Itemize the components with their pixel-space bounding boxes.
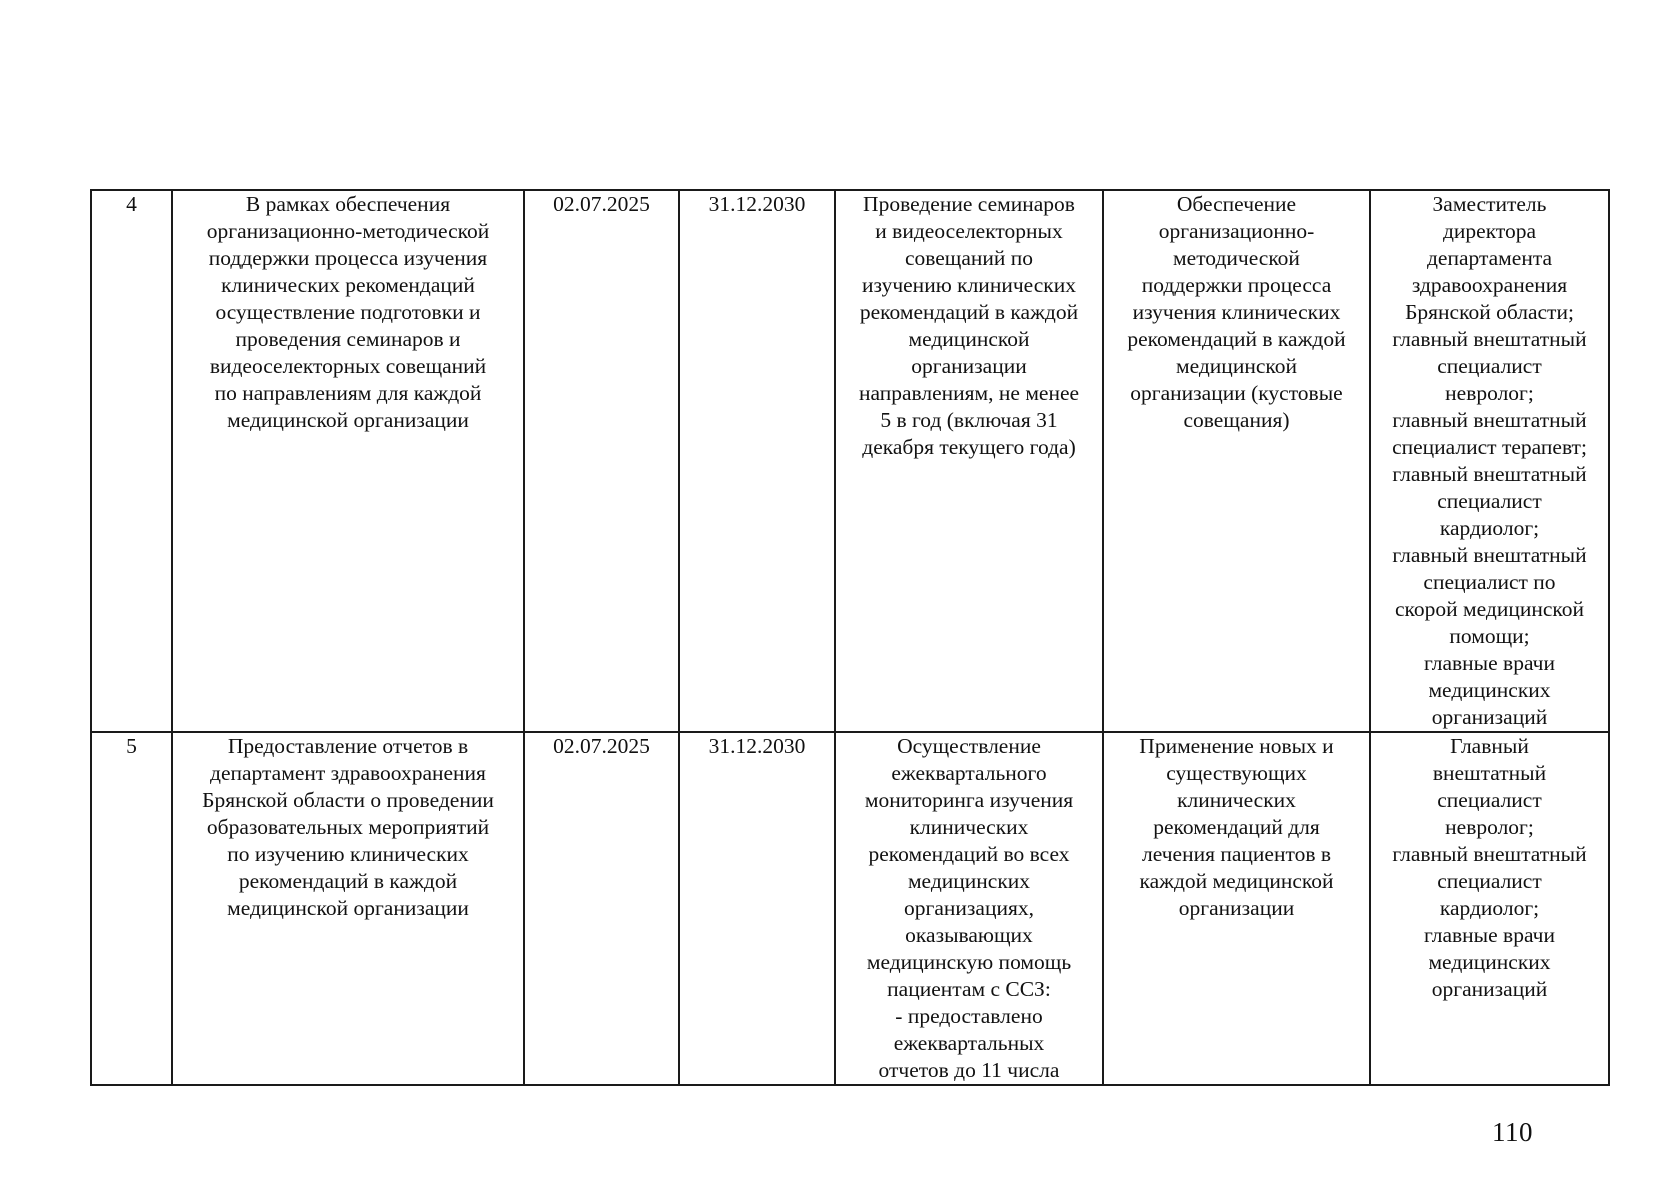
result-cell: Осуществление ежеквартального мониторинга изучения клинических рекомендаций во всех медицинских организациях, оказывающих медицинскую помощь пациентам с ССЗ: - предоставлено ежеквартальных отчетов до 11 числа xyxy=(835,732,1103,1085)
effect-cell: Применение новых и существующих клинических рекомендаций для лечения пациентов в каждой медицинской организации xyxy=(1103,732,1370,1085)
end-date-cell: 31.12.2030 xyxy=(679,190,835,732)
activities-table xyxy=(90,189,1610,1086)
row-number-cell: 5 xyxy=(91,732,172,1085)
effect-cell: Обеспечение организационно- методической поддержки процесса изучения клинических рекомендаций в каждой медицинской организации (кустовые совещания) xyxy=(1103,190,1370,732)
start-date-cell: 02.07.2025 xyxy=(524,190,679,732)
row-number-cell: 4 xyxy=(91,190,172,732)
result-cell: Проведение семинаров и видеоселекторных совещаний по изучению клинических рекомендаций в каждой медицинской организации направлениям, не менее 5 в год (включая 31 декабря текущего года) xyxy=(835,190,1103,732)
responsible-cell: Заместитель директора департамента здравоохранения Брянской области; главный внештатный специалист невролог; главный внештатный специалист терапевт; главный внештатный специалист кардиолог; главный внештатный специалист по скорой медицинской помощи; главные врачи медицинских организаций xyxy=(1370,190,1609,732)
responsible-cell: Главный внештатный специалист невролог; главный внештатный специалист кардиолог; главные врачи медицинских организаций xyxy=(1370,732,1609,1085)
table-row xyxy=(91,190,1609,732)
activity-cell: Предоставление отчетов в департамент здравоохранения Брянской области о проведении образовательных мероприятий по изучению клинических рекомендаций в каждой медицинской организации xyxy=(172,732,524,1085)
end-date-cell: 31.12.2030 xyxy=(679,732,835,1085)
activity-cell: В рамках обеспечения организационно-методической поддержки процесса изучения клинических рекомендаций осуществление подготовки и проведения семинаров и видеоселекторных совещаний по направлениям для каждой медицинской организации xyxy=(172,190,524,732)
table-row xyxy=(91,732,1609,1085)
start-date-cell: 02.07.2025 xyxy=(524,732,679,1085)
page-number: 110 xyxy=(1492,1117,1533,1147)
